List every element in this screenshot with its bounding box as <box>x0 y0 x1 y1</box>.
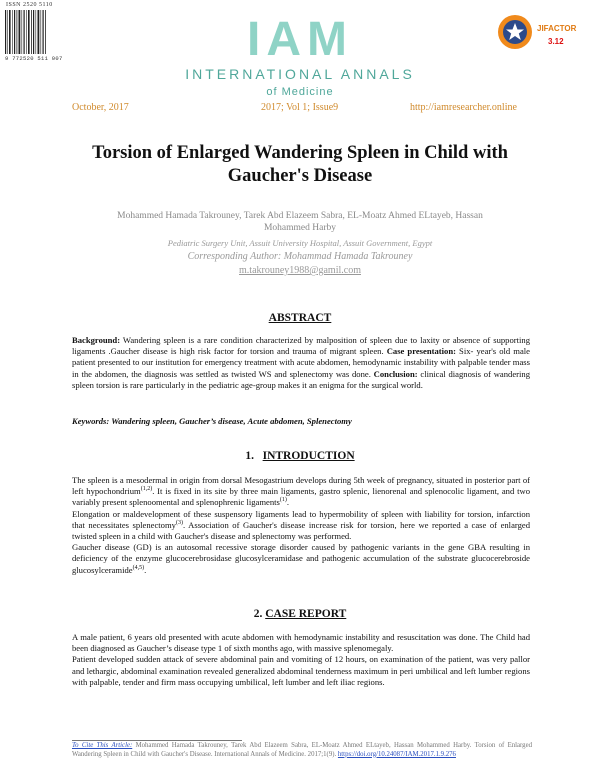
intro-paragraph-1 <box>72 475 530 509</box>
journal-logo: IAM <box>247 13 353 66</box>
barcode-number: 9 772520 511 007 <box>5 55 63 62</box>
intro-paragraph-3 <box>72 542 530 576</box>
email-text[interactable]: m.takrouney1988@gamil.com <box>239 265 361 276</box>
case-report-body <box>72 632 530 688</box>
intro-p1-text-a: The spleen is a mesodermal in origin from dorsal Mesogastrium develops during 5th week of pregnancy, situated in posterior part of left hypochondrium <box>72 475 530 497</box>
citation-ref: (4,5) <box>132 564 145 571</box>
issn-label: ISSN 2520 5110 <box>6 2 53 8</box>
affiliation: Pediatric Surgery Unit, Assuit University Hospital, Assuit Government, Egypt <box>167 238 433 248</box>
abstract-heading-text: ABSTRACT <box>268 312 332 324</box>
author-email-link[interactable] <box>0 265 600 276</box>
jifactor-seal-icon <box>497 14 533 50</box>
cite-text: Mohammed Hamada Takrouney, Tarek Abd Elazeem Sabra, EL-Moatz Ahmed ELtayeb, Hassan Mohammed Harby. Torsion of Enlarged Wandering Spleen in Child with Gaucher's Disease. International Annals of Medicine. 2017;1(9). <box>72 742 532 758</box>
case-presentation-label: Case presentation: <box>386 346 456 357</box>
conclusion-text: clinical diagnosis of wandering spleen torsion is rare particularly in the pediatric age-group makes it an enigma for the surgical world. <box>72 368 531 390</box>
volume-issue: 2017; Vol 1; Issue9 <box>261 102 339 113</box>
background-label: Background: <box>72 335 121 345</box>
intro-p3-text-b: . <box>144 564 147 575</box>
article-title <box>40 142 560 188</box>
background-text: Wandering spleen is a rare condition characterized by malposition of spleen due to laxity or absence of supporting ligaments .Gaucher disease is high risk factor for torsion and trauma of migrant spleen. <box>72 335 530 357</box>
abstract-body <box>72 335 530 391</box>
cite-label: To Cite This Article: <box>72 742 133 749</box>
jifactor-label: JIFACTOR <box>537 24 577 33</box>
intro-p1-text-b: . It is fixed in its site by three main ligaments, gastro splenic, lienorenal and splenocolic ligament, and two variably present splenoomental and splenophrenic ligaments <box>72 486 530 508</box>
citation-ref: (3) <box>175 519 183 526</box>
abstract-heading <box>0 312 600 324</box>
conclusion-label: Conclusion: <box>373 368 418 379</box>
doi-link[interactable]: https://doi.org/10.24087/IAM.2017.1.9.276 <box>337 750 456 758</box>
introduction-number: 1. <box>245 450 254 462</box>
citation-ref: (1,2) <box>140 486 153 493</box>
case-paragraph-1: A male patient, 6 years old presented with acute abdomen with hemodynamic instability and resuscitation was done. The Child had been diagnosed as Gaucher’s disease type 1 of sixth months ago, with massive splenomegaly. <box>72 632 530 654</box>
issue-date: October, 2017 <box>72 102 129 113</box>
introduction-heading-text: INTRODUCTION <box>262 450 355 462</box>
citation-footer <box>72 742 532 759</box>
introduction-heading <box>0 450 600 462</box>
journal-name-sub: of Medicine <box>266 86 334 98</box>
keywords: Keywords: Wandering spleen, Gaucher’s disease, Acute abdomen, Splenectomy <box>72 416 352 426</box>
corresponding-author: Corresponding Author: Mohammad Hamada Takrouney <box>187 251 413 262</box>
intro-p1-text-c: . <box>286 497 290 508</box>
citation-ref: (1) <box>279 497 287 504</box>
title-line-2: Gaucher's Disease <box>227 166 373 186</box>
journal-name: INTERNATIONAL ANNALS <box>185 66 415 82</box>
case-report-heading-text: CASE REPORT <box>265 608 347 620</box>
introduction-body <box>72 475 530 576</box>
jifactor-score: 3.12 <box>548 37 564 46</box>
intro-p3-text-a: Gaucher disease (GD) is an autosomal recessive storage disorder caused by pathogenic variants in the gene GBA resulting in deficiency of the enzyme glucocerebrosidase glucosylceramidase and pathogenic accumulation of the substrate glucocerebroside glucosylceramide <box>72 542 530 575</box>
footer-divider <box>72 740 242 741</box>
authors-line-2: Mohammed Harby <box>263 223 337 233</box>
authors-line-1: Mohammed Hamada Takrouney, Tarek Abd Elazeem Sabra, EL-Moatz Ahmed ELtayeb, Hassan <box>117 211 483 221</box>
intro-p2-text-b: . Association of Gaucher's disease increase risk for torsion, here we reported a case of enlarged twisted spleen in a child with Gaucher's disease and splenectomy was performed. <box>72 519 530 542</box>
case-report-heading <box>0 608 600 620</box>
case-report-number: 2. <box>253 608 263 620</box>
author-list <box>60 210 540 234</box>
title-line-1: Torsion of Enlarged Wandering Spleen in Child with <box>92 143 508 163</box>
case-presentation-text: Six- year's old male patient presented to our institution for emergency treatment with acute abdomen, hemodynamic instability with palpable tender mass in the abdomen, the diagnosis was settled as twisted WS and splenectomy was done. <box>72 346 530 379</box>
intro-paragraph-2 <box>72 509 530 543</box>
case-paragraph-2: Patient developed sudden attack of severe abdominal pain and vomiting of 12 hours, on examination of the patient, was very pallor and lethargic, abdominal examination revealed generalized abdominal tenderness maximum in peri umbilical and left lumber regions with palpable, tender and firm mass occupying umbilical, left lumber and left iliac regions. <box>72 654 530 687</box>
intro-p2-text-a: Elongation or maldevelopment of these suspensory ligaments lead to hypermobility of spleen with liability for torsion, infarction that necessitates splenectomy <box>72 508 530 530</box>
journal-website-link[interactable]: http://iamresearcher.online <box>410 102 517 113</box>
